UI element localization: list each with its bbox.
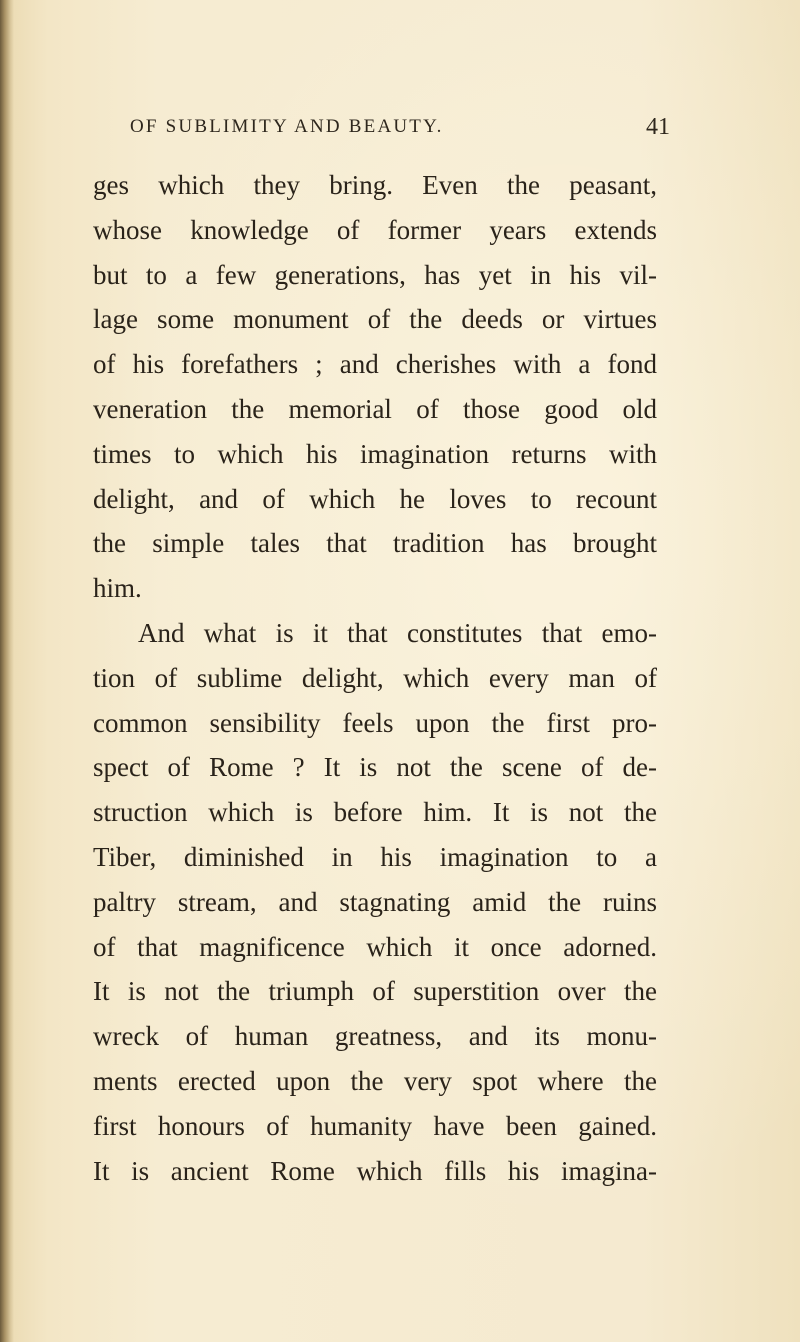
text-line: It is ancient Rome which fills his imagina- — [93, 1155, 657, 1186]
page-number: 41 — [646, 114, 670, 140]
text-line: ges which they bring. Even the peasant, — [93, 170, 657, 200]
running-header — [130, 112, 670, 142]
text-line: delight, and of which he loves to recount — [93, 483, 657, 514]
paragraph-start-line: And what is it that constitutes that emo- — [138, 617, 657, 648]
text-line: but to a few generations, has yet in his vil- — [93, 259, 657, 290]
text-line: ments erected upon the very spot where the — [93, 1065, 657, 1096]
text-line: times to which his imagination returns with — [93, 438, 657, 469]
text-line: whose knowledge of former years extends — [93, 214, 657, 245]
text-line: tion of sublime delight, which every man of — [93, 662, 657, 693]
text-line: him. — [93, 573, 142, 604]
text-line: common sensibility feels upon the first pro- — [93, 707, 657, 738]
text-line: struction which is before him. It is not the — [93, 797, 657, 828]
page-binding-edge — [0, 0, 14, 1342]
text-line: It is not the triumph of superstition over the — [93, 976, 657, 1007]
text-line: wreck of human greatness, and its monu- — [93, 1021, 657, 1052]
text-line: Tiber, diminished in his imagination to a — [93, 841, 657, 872]
text-line: of his forefathers ; and cherishes with a fond — [93, 349, 657, 380]
text-line: first honours of humanity have been gained. — [93, 1110, 657, 1141]
text-line: paltry stream, and stagnating amid the ruins — [93, 886, 657, 917]
body-text — [93, 163, 657, 1193]
text-line: lage some monument of the deeds or virtues — [93, 304, 657, 335]
text-line: veneration the memorial of those good old — [93, 393, 657, 424]
text-line: of that magnificence which it once adorned. — [93, 931, 657, 962]
running-header-title: OF SUBLIMITY AND BEAUTY. — [130, 116, 444, 137]
text-line: the simple tales that tradition has brought — [93, 528, 657, 559]
text-line: spect of Rome ? It is not the scene of de- — [93, 752, 657, 783]
